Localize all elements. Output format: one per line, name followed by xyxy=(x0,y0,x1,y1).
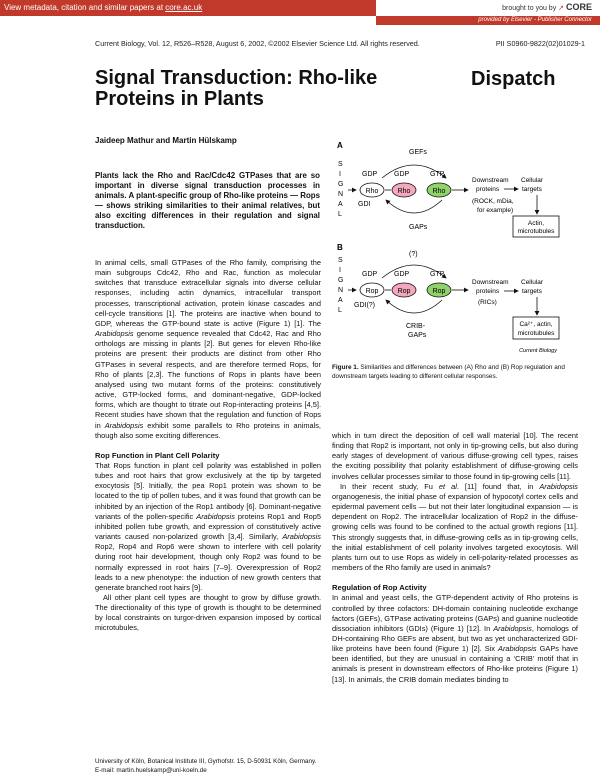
svg-text:Rho: Rho xyxy=(432,188,446,195)
svg-text:for example): for example) xyxy=(477,207,514,214)
body-column-right xyxy=(332,431,578,685)
provider-banner: provided by Elsevier - Publisher Connector xyxy=(376,16,600,25)
core-badge[interactable] xyxy=(502,2,592,12)
gdi-label-a: GDI xyxy=(358,201,371,208)
svg-text:L: L xyxy=(338,211,342,218)
svg-text:GTP: GTP xyxy=(430,271,445,278)
gtp-label-a: GTP xyxy=(430,171,445,178)
figure-caption xyxy=(332,364,578,381)
figure-credit: Current Biology xyxy=(519,348,557,354)
crib-label-b: CRIB- xyxy=(406,323,426,330)
polarity-paragraph: That Rops function in plant cell polarity was established in pollen tubes and root hairs that grow exclusively at the tip by targeted exocytosis [5]. Initially, the pea Rop1 protein was shown to be located to the tip of pollen tubes, and it was found that growth can be inhibited by an injection of the Rop1 antibody [6]. Dominant-negative variants of the pollen-specific Arabidopsis proteins Rop1 and Rop5 inhibited pollen tube growth, and expression of constitutively active variants caused non-polarized growth [3,4]. Similarly, Arabidopsis Rop2, Rop4 and Rop6 were shown to interfere with cell polarity during root hair development, though only Rop2 was found to be normally expressed in root hairs [7–9]. Overexpression of Rop2 leads to a new phenotype: the induction of new growth centers that generate branched root hairs [9]. xyxy=(95,460,321,592)
svg-text:(RICs): (RICs) xyxy=(478,299,497,306)
svg-text:G: G xyxy=(338,277,344,284)
svg-text:S: S xyxy=(338,161,343,168)
caption-text: Similarities and differences between (A) Rho and (B) Rop regulation and downstream targets leading to different cellular responses. xyxy=(332,364,565,380)
figure-1-diagram xyxy=(332,138,582,364)
svg-text:Downstream: Downstream xyxy=(472,177,509,184)
svg-text:Actin,: Actin, xyxy=(527,220,545,227)
gdp-label-a: GDP xyxy=(362,171,378,178)
svg-text:proteins: proteins xyxy=(476,186,500,193)
gdi-label-b: GDI(?) xyxy=(354,302,375,309)
svg-text:targets: targets xyxy=(522,186,542,193)
svg-text:A: A xyxy=(338,297,343,304)
core-logo: CORE xyxy=(565,2,592,12)
intro-paragraph: In animal cells, small GTPases of the Rho family, comprising the main subgroups Cdc42, Rho and Rac, function as molecular switches that transduce extracellular signals into diverse cellular responses, including actin dynamics, intracellular transport processes, transcriptional activation, protein kinase cascades and cell-cycle transitions [1]. The proteins are inactive when bound to GDP, whereas the GTP-bound state is active (Figure 1) [1]. The Arabidopsis genome sequence revealed that Cdc42, Rac and Rho orthologs are missing in plants [2]. But genes for eleven Rho-like proteins are present: their products are distinct from other Rho GTPases in several respects, and are therefore termed Rops, for Rho of plants [2,3]. The functions of Rops in plants have been analysed using two mutant forms of the proteins: constitutively active, GTP-locked forms, and dominant-negative, GDP-locked forms, which are thought to titrate out Rop-interacting proteins [4,5]. Recent studies have shown that the regulation and function of Rops in Arabidopsis exhibit some parallels to Rho proteins in animals, though also some exciting differences. xyxy=(95,258,321,440)
question-label-b: (?) xyxy=(409,251,418,258)
section-heading-regulation: Regulation of Rop Activity xyxy=(332,583,427,593)
gaps-label-a: GAPs xyxy=(409,224,428,231)
svg-text:GDP: GDP xyxy=(362,271,378,278)
signal-letters-a xyxy=(338,161,343,218)
svg-text:Rop: Rop xyxy=(365,288,379,295)
svg-text:microtubules: microtubules xyxy=(517,330,555,337)
metadata-prefix: View metadata, citation and similar papers at xyxy=(4,3,166,12)
metadata-banner[interactable] xyxy=(0,0,376,16)
svg-text:S: S xyxy=(338,257,343,264)
svg-text:N: N xyxy=(338,191,344,198)
svg-text:Rho: Rho xyxy=(397,188,411,195)
svg-text:Rop: Rop xyxy=(432,288,446,295)
core-arrow-icon: ↗ xyxy=(558,5,565,12)
gdp-label-a2: GDP xyxy=(394,171,410,178)
svg-text:proteins: proteins xyxy=(476,288,500,295)
brought-by-text: brought to you by xyxy=(502,5,557,12)
pii: PII S0960-9822(02)01029-1 xyxy=(495,39,585,48)
svg-text:GAPs: GAPs xyxy=(408,332,427,339)
authors: Jaideep Mathur and Martin Hülskamp xyxy=(95,136,237,145)
svg-text:targets: targets xyxy=(522,288,542,295)
svg-text:Downstream: Downstream xyxy=(472,279,509,286)
journal-line xyxy=(95,39,585,48)
regulation-paragraph: In animal and yeast cells, the GTP-dependent activity of Rho proteins is controlled by three cofactors: DH-domain containing nucleotide exchange factors (GEFs), GTPase activating proteins (GAPs) and guanine nucleotide dissociation inhibitors (GDIs) (Figure 1) [12]. In Arabidopsis, homologs of DH-containing Rho GEFs are absent, but two as yet uncharacterized GDI-like proteins have been found (Figure 1) [2]. Six Arabidopsis GAPs have been identified, but they are unusual in containing a ‘CRIB’ motif that in animals is present in downstream effectors of Rho-like proteins (Figure 1) [13]. In animals, the CRIB domain mediates binding to xyxy=(332,593,579,684)
continued-paragraph: which in turn direct the deposition of cell wall material [10]. The recent finding that Rop2 is important, not only in tip-growing cells, but also during early stages of development of various diffuse-growing cell types, raises the exciting possibility that polarity establishment of diffuse-growing cells involves cellular processes similar to those found in tip-growing cells [11]. xyxy=(332,431,578,481)
svg-text:Cellular: Cellular xyxy=(521,177,544,184)
svg-text:GDP: GDP xyxy=(394,271,410,278)
section-label: Dispatch xyxy=(471,68,556,90)
svg-text:microtubules: microtubules xyxy=(517,228,555,235)
caption-label: Figure 1. xyxy=(332,364,359,371)
article-title: Signal Transduction: Rho-like Proteins in Plants xyxy=(95,67,378,110)
svg-text:I: I xyxy=(339,171,341,178)
svg-text:Rho: Rho xyxy=(365,188,379,195)
core-link[interactable]: core.ac.uk xyxy=(165,3,203,12)
svg-text:(ROCK, mDia,: (ROCK, mDia, xyxy=(472,198,514,205)
svg-text:N: N xyxy=(338,287,344,294)
svg-text:Rop: Rop xyxy=(397,288,411,295)
panel-a-label: A xyxy=(337,141,343,150)
fu-study-paragraph: In their recent study, Fu et al. [11] found that, in Arabidopsis organogenesis, the initial phase of expansion of hypocotyl cortex cells and epidermal pavement cells — but not their later longitudinal expansion — is dependent on Rop2. The intracellular localization of Rop2 in the diffuse-growing cells was found to be confined to the actual growth regions [11]. This strongly suggests that, in diffuse-growing cells as in tip-growing cells, the initial establishment of cell polarity involves targeted exocytosis. Will plants turn out to use Rops as widely in cell-polarity-related processes as members of the Rho family are used in animals? xyxy=(332,481,578,573)
diffuse-growth-paragraph: All other plant cell types are thought to grow by diffuse growth. The directionality of this type of growth is thought to be determined by local constraints on turgor-driven expansion imposed by cortical microtubules, xyxy=(95,593,321,633)
section-heading-polarity: Rop Function in Plant Cell Polarity xyxy=(95,450,220,460)
journal-citation: Current Biology, Vol. 12, R526–R528, August 6, 2002, ©2002 Elsevier Science Ltd. All rights reserved. xyxy=(95,39,420,48)
panel-b-label: B xyxy=(337,243,343,252)
svg-text:I: I xyxy=(339,267,341,274)
svg-text:L: L xyxy=(338,307,342,314)
body-column-left xyxy=(95,258,321,634)
svg-text:A: A xyxy=(338,201,343,208)
svg-text:Cellular: Cellular xyxy=(521,279,544,286)
gefs-label: GEFs xyxy=(409,149,427,156)
author-address: University of Köln, Botanical Institute III, Gyrhofstr. 15, D-50931 Köln, Germany. E-mail: martin.huelskamp@uni-koeln.de xyxy=(95,758,317,774)
svg-text:Ca²⁺, actin,: Ca²⁺, actin, xyxy=(519,321,553,328)
svg-text:G: G xyxy=(338,181,344,188)
signal-letters-b xyxy=(338,257,343,314)
abstract: Plants lack the Rho and Rac/Cdc42 GTPases that are so important in diverse signal transduction processes in animals. A plant-specific group of Rho-like proteins — Rops — shows striking similarities to their animal relatives, but also exciting differences in their regulation and signal transduction. xyxy=(95,171,320,231)
